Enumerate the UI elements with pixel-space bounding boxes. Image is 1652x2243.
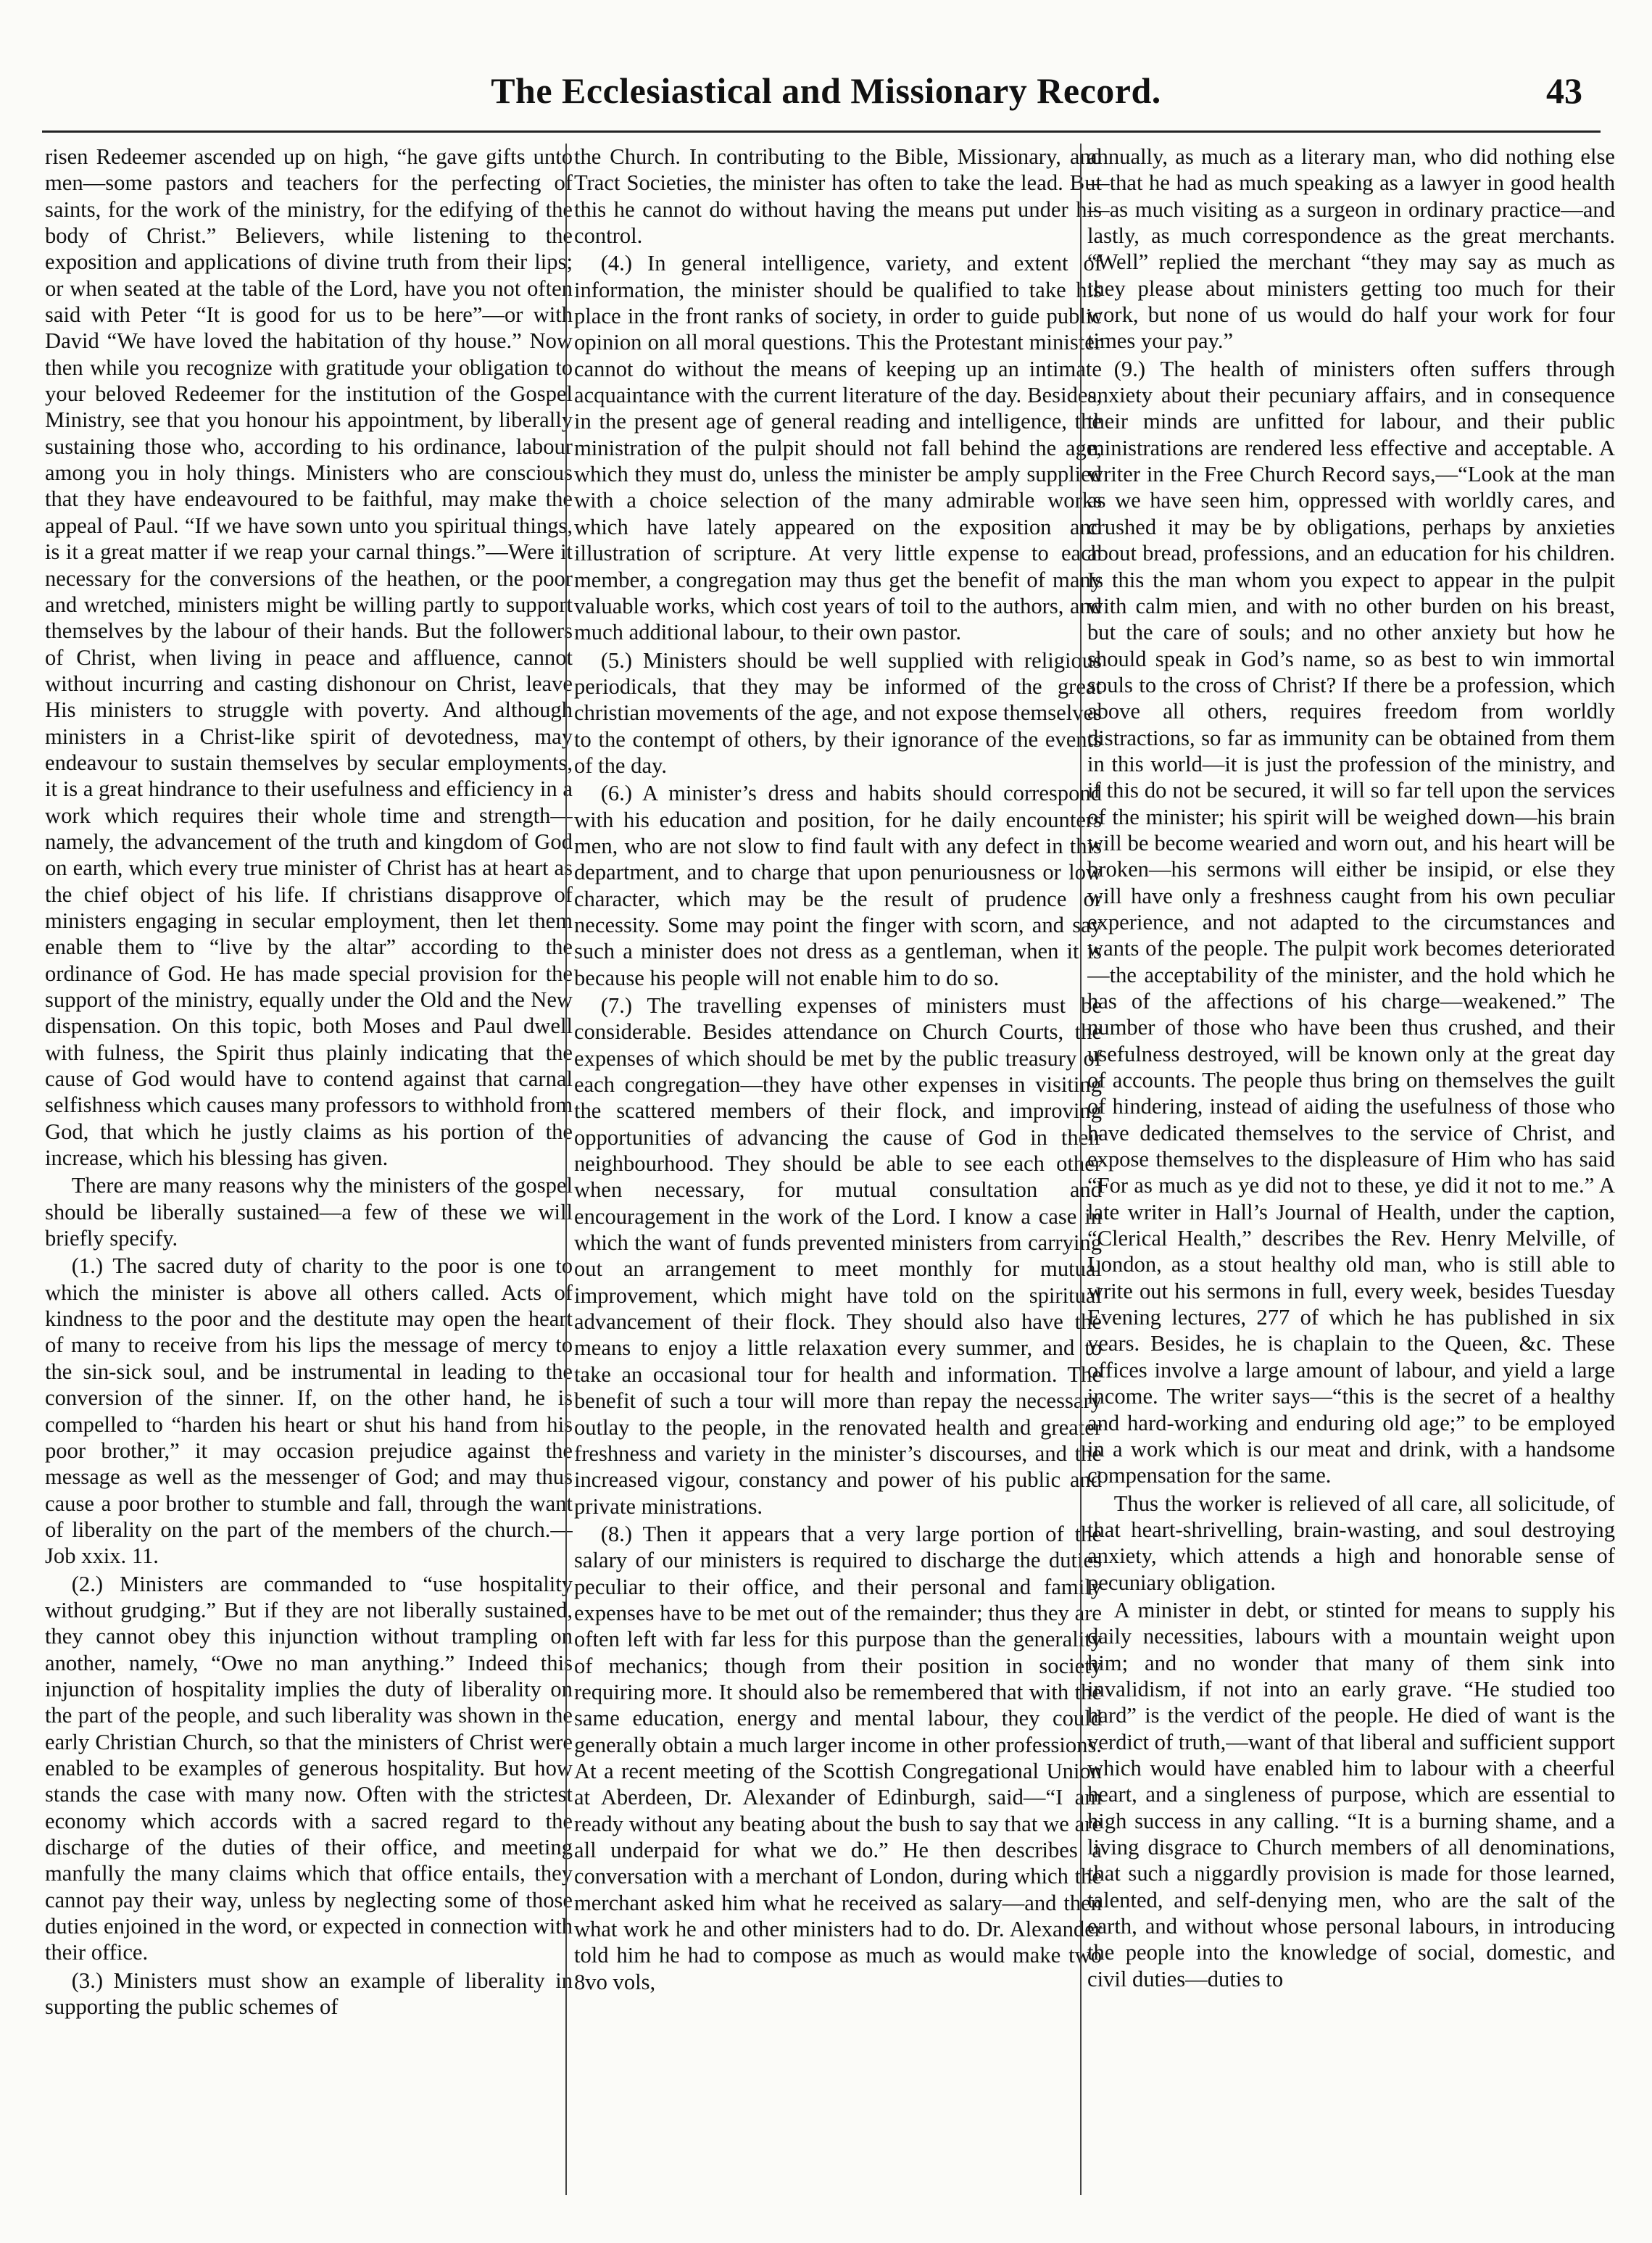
paragraph: (7.) The travelling expenses of ministers must be considerable. Besides attendance on Church Courts, the expenses of which should be met by the public treasury of each congregation—they have other expenses in visiting the scattered members of their flock, and improving opportunities of advancing the cause of God in their neighbourhood. They should be able to see each other when necessary, for mutual consultation and encouragement in the work of the Lord. I know a case in which the want of funds prevented ministers from carrying out an arrangement to meet monthly for mutual improvement, which might have told on the spiritual advancement of their flock. They should also have the means to enjoy a little relaxation every summer, and to take an occasional tour for health and information. The benefit of such a tour will more than repay the necessary outlay to the people, in the renovated health and greater freshness and variety in the minister’s discourses, and the increased vigour, constancy and power of his public and private ministrations. <box>574 993 1102 1519</box>
column-divider <box>1080 144 1082 2195</box>
page-header <box>0 70 1652 128</box>
paragraph: (4.) In general intelligence, variety, and extent of information, the minister should be qualified to take his place in the front ranks of society, in order to guide public opinion on all moral questions. This the Protestant minister cannot do without the means of keeping up an intimate acquaintance with the current literature of the day. Besides, in the present age of general reading and intelligence, the ministration of the pulpit should not fall behind the age, which they must do, unless the minister be amply supplied with a choice selection of the many admirable works which have lately appeared on the exposition and illustration of scripture. At very little expense to each member, a congregation may thus get the benefit of many valuable works, which cost years of toil to the authors, and much additional labour, to their own pastor. <box>574 251 1102 645</box>
paragraph: (9.) The health of ministers often suffers through anxiety about their pecuniary affairs, and in consequence their minds are unfitted for labour, and their public ministrations are rendered less effective and acceptable. A writer in the Free Church Record says,—“Look at the man as we have seen him, oppressed with worldly cares, and crushed it may be by obligations, perhaps by anxieties about bread, professions, and an education for his children. Is this the man whom you expect to appear in the pulpit with calm mien, and with no other burden on his breast, but the care of souls; and no other anxiety but how he should speak in God’s name, so as best to win immortal souls to the cross of Christ? If there be a profession, which above all others, requires freedom from worldly distractions, so far as immunity can be obtained from them in this world—it is just the profession of the ministry, and if this do not be secured, it will so far tell upon the services of the minister; his spirit will be weighed down—his brain will be become wearied and worn out, and his heart will be broken—his sermons will either be insipid, or else they will have only a freshness caught from his own peculiar experience, and not adapted to the circumstances and wants of the people. The pulpit work becomes deteriorated—the acceptability of the minister, and the hold which he has of the affections of his charge—weakened.” The number of those who have been thus crushed, and their usefulness destroyed, will be known only at the great day of accounts. The people thus bring on themselves the guilt of hindering, instead of aiding the usefulness of those who have dedicated themselves to the service of Christ, and expose themselves to the displeasure of Him who has said “For as much as ye did not to these, ye did it not to me.” A late writer in Hall’s Journal of Health, under the caption, “Clerical Health,” describes the Rev. Henry Melville, of London, as a stout healthy old man, who is still able to write out his sermons in full, every week, besides Tuesday Evening lectures, 277 of which he has published in six years. Besides, he is chaplain to the Queen, &c. These offices involve a large amount of labour, and yield a large income. The writer says—“this is the secret of a healthy and hard-working and enduring old age;” to be employed in a work which is our meat and drink, with a handsome compensation for the same. <box>1087 356 1615 1488</box>
paragraph: (2.) Ministers are commanded to “use hospitality without grudging.” But if they are not liberally sustained, they cannot obey this injunction without trampling on another, namely, “Owe no man anything.” Indeed this injunction of hospitality implies the duty of liberality on the part of the people, and such liberality was shown in the early Christian Church, so that the ministers of Christ were enabled to be examples of generous hospitality. But how stands the case with many now. Often with the strictest economy which accords with a sacred regard to the discharge of the duties of their office, and meeting manfully the many claims which that office entails, they cannot pay their way, unless by neglecting some of those duties enjoined in the word, or expected in connection with their office. <box>45 1571 573 1965</box>
paragraph: (5.) Ministers should be well supplied with religious periodicals, that they may be informed of the great christian movements of the age, and not expose themselves to the contempt of others, by their ignorance of the events of the day. <box>574 647 1102 778</box>
paragraph: Thus the worker is relieved of all care, all solicitude, of that heart-shrivelling, brain-wasting, and soul destroying anxiety, which attends a high and honorable sense of pecuniary obligation. <box>1087 1491 1615 1595</box>
paragraph: (3.) Ministers must show an example of liberality in supporting the public schemes of <box>45 1968 573 2020</box>
text-column-2 <box>574 144 1102 2202</box>
paragraph: (1.) The sacred duty of charity to the poor is one to which the minister is above all others called. Acts of kindness to the poor and the destitute may open the heart of many to receive from his lips the message of mercy to the sin-sick soul, and be instrumental in leading to the conversion of the sinner. If, on the other hand, he is compelled to “harden his heart or shut his hand from his poor brother,” it may occasion prejudice against the message as well as the messenger of God; and may thus cause a poor brother to stumble and fall, through the want of liberality on the part of the members of the church.—Job xxix. 11. <box>45 1253 573 1569</box>
paragraph: (6.) A minister’s dress and habits should correspond with his education and position, for he daily encounters men, who are not slow to find fault with any defect in this department, and to charge that upon penuriousness or low character, which may be the result of prudence or necessity. Some may point the finger with scorn, and say such a minister does not dress as a gentleman, when it is because his people will not enable him to do so. <box>574 781 1102 990</box>
paragraph: There are many reasons why the ministers of the gospel should be liberally sustained—a few of these we will briefly specify. <box>45 1173 573 1251</box>
text-column-3 <box>1087 144 1615 2202</box>
paragraph: annually, as much as a literary man, who did nothing else—that he had as much speaking as a lawyer in good health—as much visiting as a surgeon in ordinary practice—and lastly, as much correspondence as the great merchants. “Well” replied the merchant “they may say as much as they please about ministers getting too much for their work, but none of us would do half your work for four times your pay.” <box>1087 144 1615 354</box>
column-divider <box>565 144 567 2195</box>
paragraph: risen Redeemer ascended up on high, “he gave gifts unto men—some pastors and teachers for the perfecting of saints, for the work of the ministry, for the edifying of the body of Christ.” Believers, while listening to the exposition and applications of divine truth from their lips; or when seated at the table of the Lord, have you not often said with Peter “It is good for us to be here”—or with David “We have loved the habitation of thy house.” Now then while you recognize with gratitude your obligation to your beloved Redeemer for the institution of the Gospel Ministry, see that you honour his appointment, by liberally sustaining those who, according to his ordinance, labour among you in holy things. Ministers who are conscious that they have endeavoured to be faithful, may make the appeal of Paul. “If we have sown unto you spiritual things, is it a great matter if we reap your carnal things.”—Were it necessary for the conversions of the heathen, or the poor and wretched, ministers might be willing partly to support themselves by the labour of their hands. But the followers of Christ, when living in peace and affluence, cannot without incurring and casting dishonour on Christ, leave His ministers to struggle with poverty. And although ministers in a Christ-like spirit of devotedness, may endeavour to sustain themselves by secular employments, it is a great hindrance to their usefulness and efficiency in a work which requires their whole time and strength—namely, the advancement of the truth and kingdom of God on earth, which every true minister of Christ has at heart as the chief object of his life. If christians disapprove of ministers engaging in secular employment, then let them enable them to “live by the altar” according to the ordinance of God. He has made special provision for the support of the ministry, equally under the Old and the New dispensation. On this topic, both Moses and Paul dwell with fulness, the Spirit thus plainly indicating that the cause of God would have to contend against that carnal selfishness which causes many professors to withhold from God, that which he justly claims as his portion of the increase, which his blessing has given. <box>45 144 573 1171</box>
running-title: The Ecclesiastical and Missionary Record. <box>491 70 1161 111</box>
text-column-1 <box>45 144 573 2202</box>
page-number: 43 <box>1546 70 1582 111</box>
header-rule <box>42 130 1601 133</box>
paragraph: the Church. In contributing to the Bible, Missionary, and Tract Societies, the minister has often to take the lead. But this he cannot do without having the means put under his control. <box>574 144 1102 249</box>
paragraph: A minister in debt, or stinted for means to supply his daily necessities, labours with a mountain weight upon him; and no wonder that many of them sink into invalidism, if not into an early grave. “He studied too hard” is the verdict of the people. He died of want is the verdict of truth,—want of that liberal and sufficient support which would have enabled him to labour with a cheerful heart, and a singleness of purpose, which are essential to high success in any calling. “It is a burning shame, and a living disgrace to Church members of all denominations, that such a niggardly provision is made for those learned, talented, and self-denying men, who are the salt of the earth, and without whose personal labours, in introducing the people into the knowledge of social, domestic, and civil duties—duties to <box>1087 1597 1615 1991</box>
paragraph: (8.) Then it appears that a very large portion of the salary of our ministers is required to discharge the duties peculiar to their office, and their personal and family expenses have to be met out of the remainder; thus they are often left with far less for this purpose than the generality of mechanics; though from their position in society requiring more. It should also be remembered that with the same education, energy and mental labour, they could generally obtain a much larger income in other professions. At a recent meeting of the Scottish Congregational Union at Aberdeen, Dr. Alexander of Edinburgh, said—“I am ready without any beating about the bush to say that we are all underpaid for what we do.” He then describes a conversation with a merchant of London, during which the merchant asked him what he received as salary—and then what work he and other ministers had to do. Dr. Alexander told him he had to compose as much as would make two 8vo vols, <box>574 1521 1102 1994</box>
